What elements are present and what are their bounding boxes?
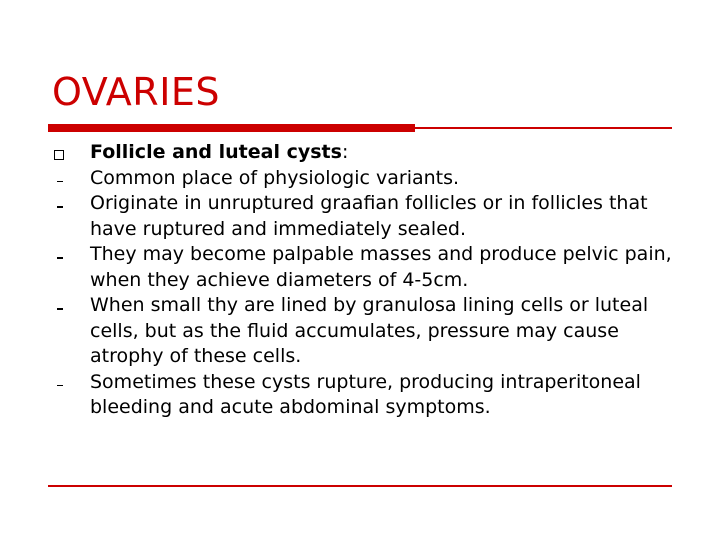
dash-bullet-icon bbox=[50, 293, 70, 319]
slide-title: OVARIES bbox=[52, 70, 221, 114]
dash-bullet-icon bbox=[50, 370, 70, 396]
title-underline-thick bbox=[48, 124, 415, 132]
list-item-text: Sometimes these cysts rupture, producing intraperitoneal bleeding and acute abdominal symptoms. bbox=[90, 370, 641, 418]
list-item-text: Originate in unruptured graafian follicles or in follicles that have ruptured and immediately sealed. bbox=[90, 192, 648, 240]
dash-bullet-icon bbox=[50, 242, 70, 268]
heading-bold-text: Follicle and luteal cysts bbox=[90, 141, 342, 163]
list-item bbox=[50, 293, 680, 370]
list-item bbox=[50, 242, 680, 293]
dash-bullet-icon bbox=[50, 166, 70, 192]
list-item-text: Common place of physiologic variants. bbox=[90, 166, 460, 189]
bottom-rule bbox=[48, 485, 672, 487]
dash-bullet-icon bbox=[50, 191, 70, 217]
list-item bbox=[50, 166, 680, 192]
bullet-list bbox=[50, 140, 680, 421]
list-item-text: When small thy are lined by granulosa lining cells or luteal cells, but as the fluid accumulates, pressure may cause atrophy of these cells. bbox=[90, 294, 649, 367]
list-item bbox=[50, 370, 680, 421]
list-item bbox=[50, 191, 680, 242]
list-item-heading bbox=[50, 140, 680, 166]
list-item-text: They may become palpable masses and produce pelvic pain, when they achieve diameters of 4-5cm. bbox=[90, 243, 672, 291]
heading-suffix: : bbox=[341, 141, 349, 163]
square-bullet-icon bbox=[50, 140, 70, 168]
